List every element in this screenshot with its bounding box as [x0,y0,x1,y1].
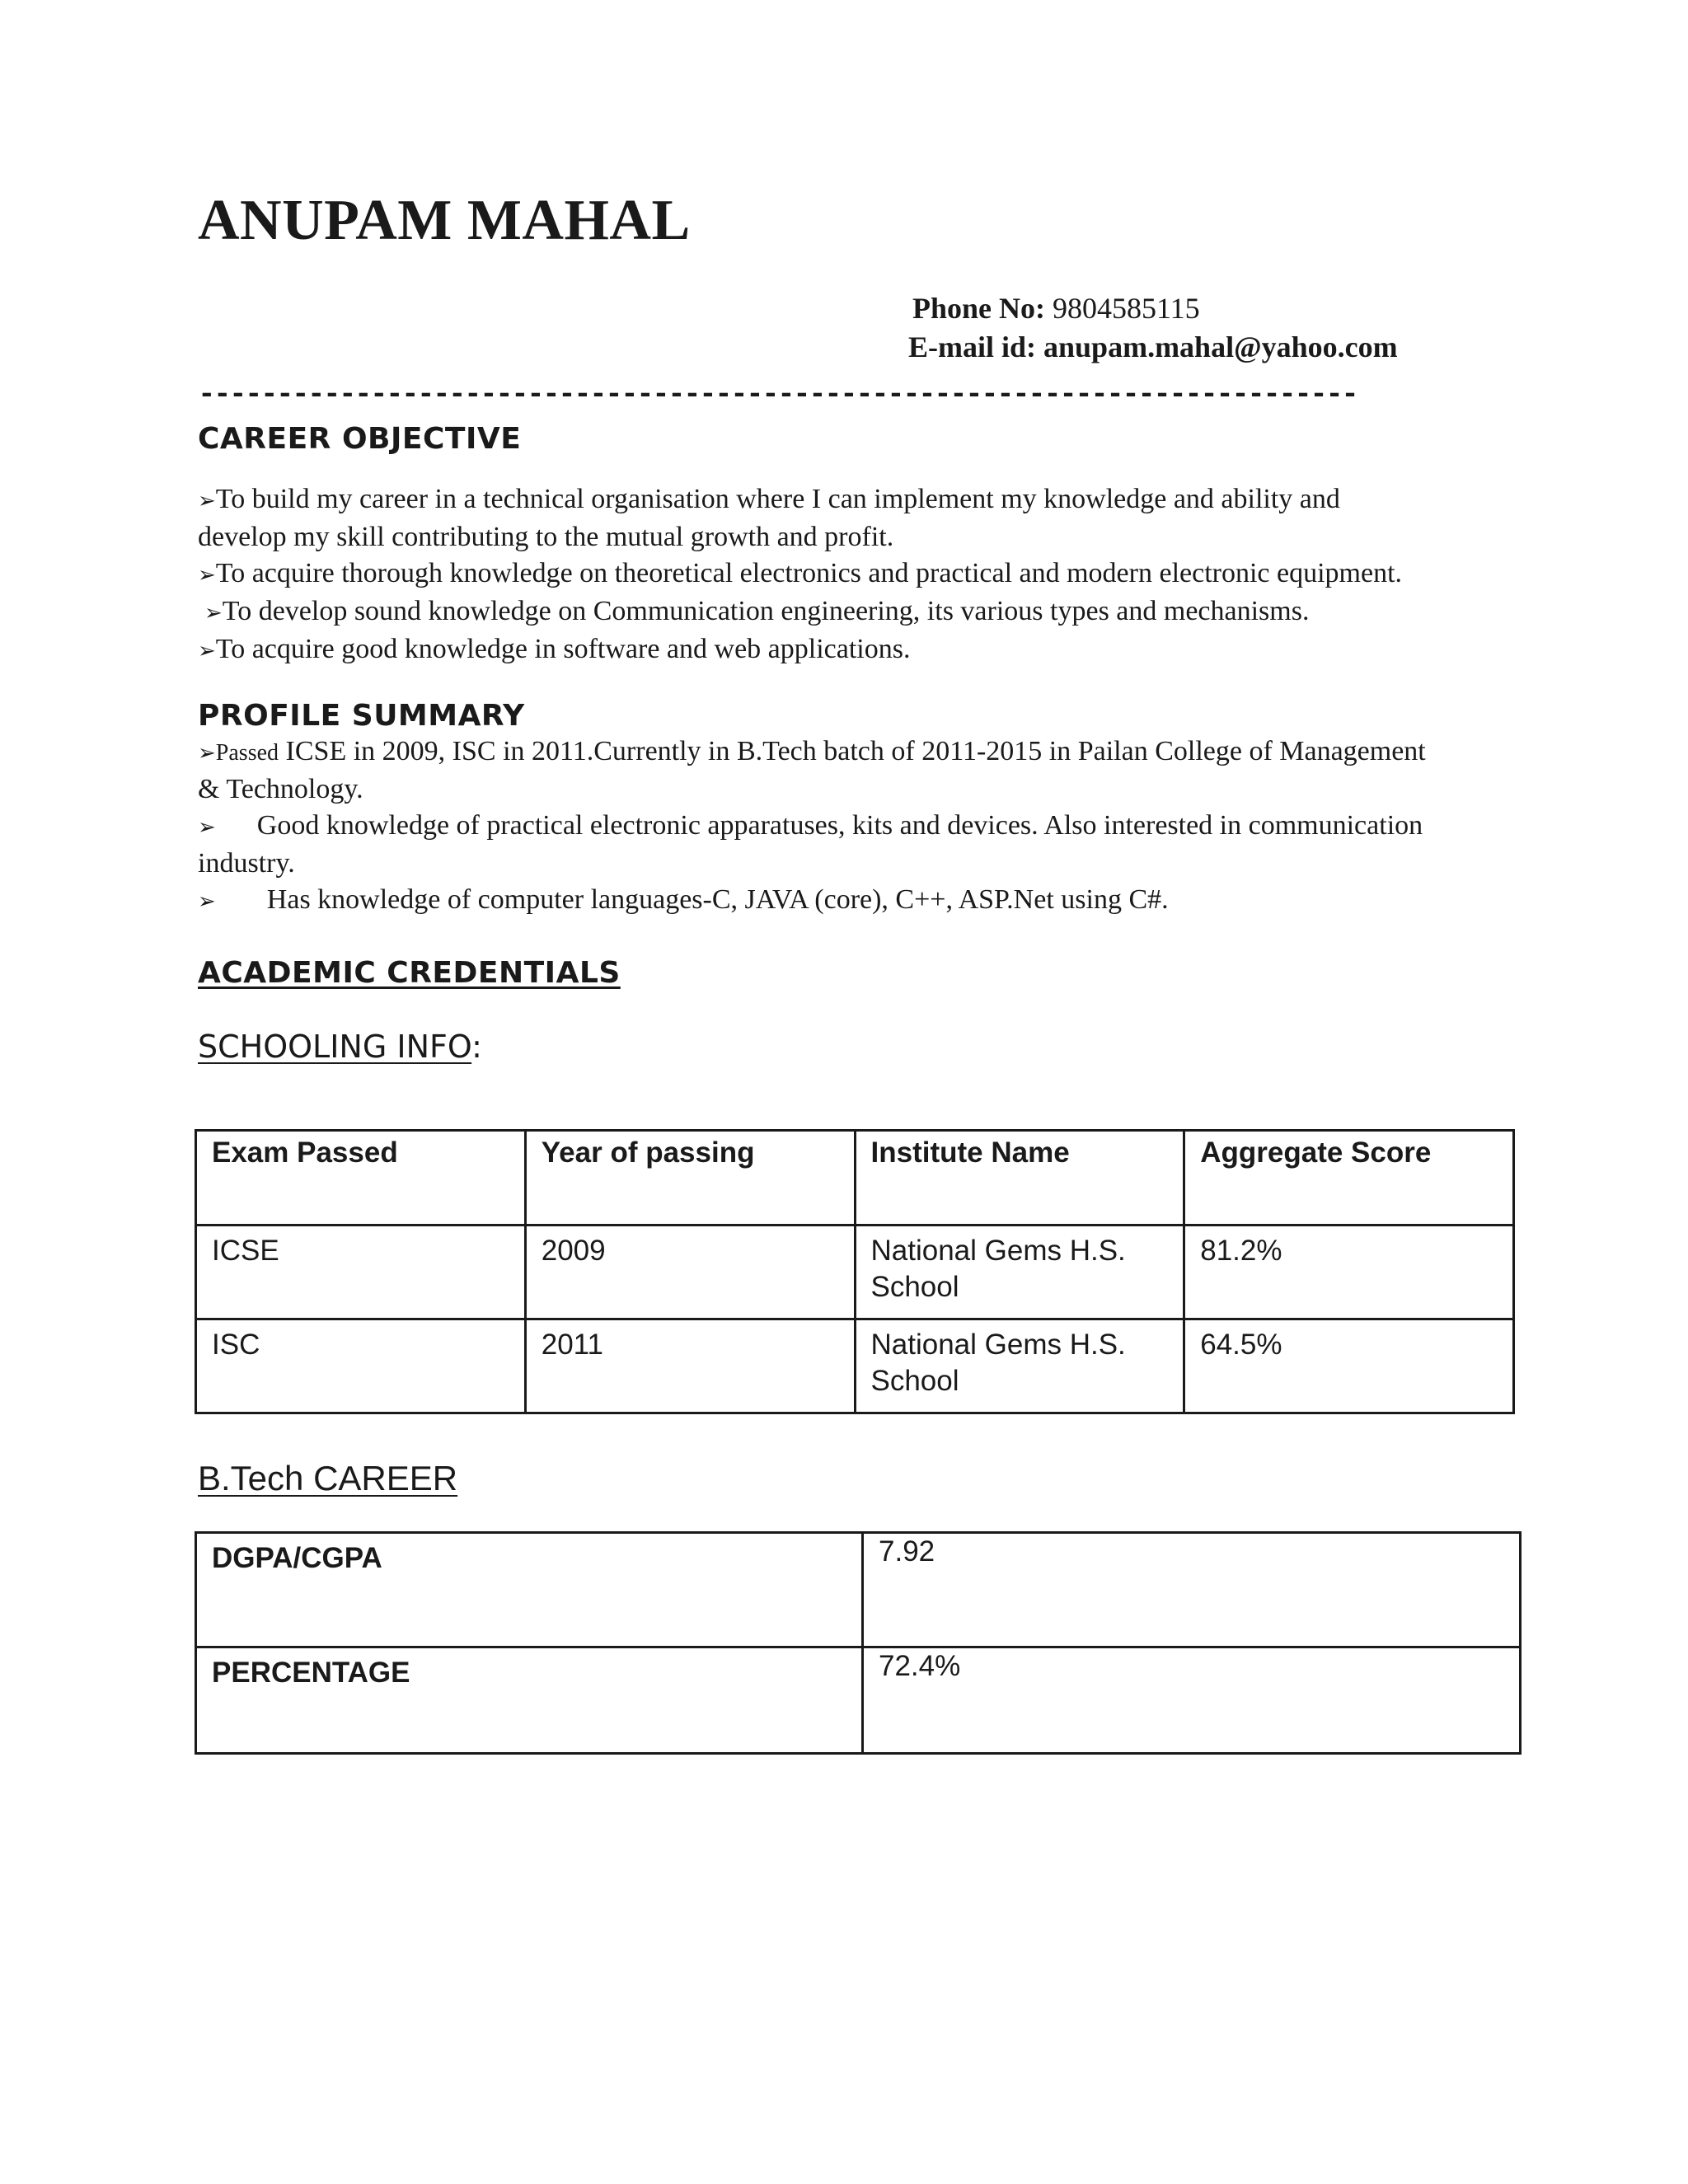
arrow-bullet-icon: ➢ [198,815,216,840]
arrow-bullet-icon: ➢ [198,741,216,766]
table-cell: ICSE [196,1226,526,1319]
table-row [196,1533,1521,1647]
table-cell: 2011 [525,1319,855,1413]
email-label: E-mail id: [908,330,1037,363]
table-cell-label: DGPA/CGPA [196,1533,863,1647]
table-cell: National Gems H.S. School [855,1226,1184,1319]
table-cell: 2009 [525,1226,855,1319]
table-cell-value: 7.92 [863,1533,1521,1647]
btech-career-heading: B.Tech CAREER [198,1459,458,1497]
table-cell: National Gems H.S. School [855,1319,1184,1413]
profile-summary-list [198,733,1434,920]
table-cell-value: 72.4% [863,1647,1521,1754]
arrow-bullet-icon: ➢ [198,489,216,513]
arrow-bullet-icon: ➢ [198,889,216,914]
career-objective-heading: CAREER OBJECTIVE [198,422,522,456]
career-objective-item: ➢To build my career in a technical organisation where I can implement my knowledge and ability and develop my skill contributing to the mutual growth and profit. [198,484,1340,552]
table-cell-label: PERCENTAGE [196,1647,863,1754]
profile-summary-item: ➢ Good knowledge of practical electronic apparatuses, kits and devices. Also interested in communication industry. [198,810,1423,879]
table-row [196,1647,1521,1754]
table-cell: 64.5% [1184,1319,1514,1413]
phone-label: Phone No: [912,292,1045,325]
table-header-row [196,1131,1514,1226]
divider-line: -------------------------------------------------------------------------- [198,377,1357,411]
arrow-bullet-icon: ➢ [198,639,216,663]
career-objective-list [198,481,1434,669]
header-cell: Aggregate Score [1184,1131,1514,1226]
schooling-table [195,1129,1515,1414]
profile-summary-item: ➢Passed ICSE in 2009, ISC in 2011.Currently in B.Tech batch of 2011-2015 in Pailan College of Management & Technology. [198,736,1426,804]
phone-value: 9804585115 [1053,292,1200,325]
table-row [196,1319,1514,1413]
academic-credentials-heading: ACADEMIC CREDENTIALS [198,956,621,990]
profile-summary-heading: PROFILE SUMMARY [198,699,525,733]
arrow-bullet-icon: ➢ [198,563,216,588]
phone-line [912,291,1200,326]
header-cell: Institute Name [855,1131,1184,1226]
profile-summary-item: ➢ Has knowledge of computer languages-C, JAVA (core), C++, ASP.Net using C#. [198,884,1169,915]
header-cell: Exam Passed [196,1131,526,1226]
email-value: anupam.mahal@yahoo.com [1043,330,1398,363]
btech-table [195,1531,1522,1755]
table-row [196,1226,1514,1319]
email-line [908,330,1398,364]
candidate-name: ANUPAM MAHAL [198,189,691,252]
arrow-bullet-icon: ➢ [204,601,223,626]
career-objective-item: ➢To acquire thorough knowledge on theoretical electronics and practical and modern electronic equipment. [198,558,1403,588]
career-objective-item: ➢To acquire good knowledge in software and web applications. [198,634,911,664]
header-cell: Year of passing [525,1131,855,1226]
schooling-info-heading: SCHOOLING INFO: [198,1029,482,1065]
table-cell: 81.2% [1184,1226,1514,1319]
table-cell: ISC [196,1319,526,1413]
career-objective-item: ➢To develop sound knowledge on Communication engineering, its various types and mechanisms. [204,596,1310,626]
